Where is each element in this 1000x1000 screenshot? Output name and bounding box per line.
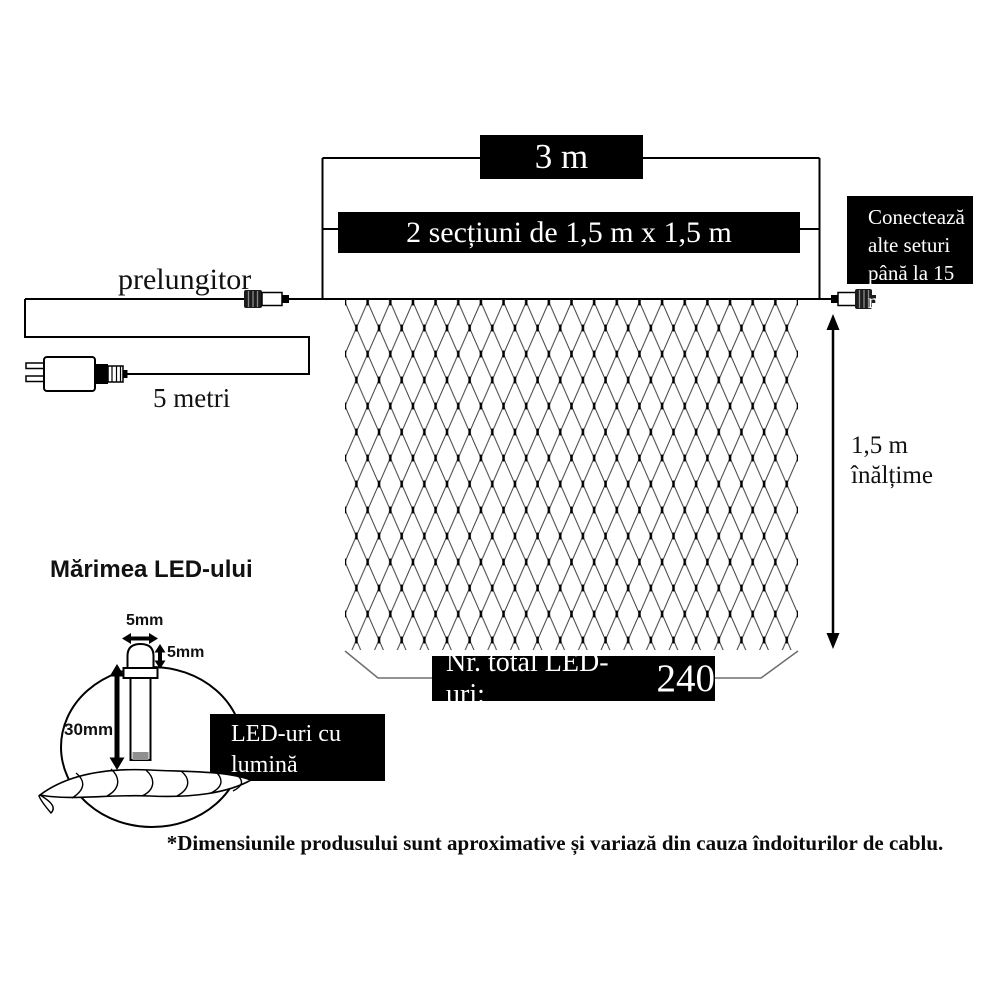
bulb-height-label: 5mm — [167, 644, 205, 661]
connect-sets-line2: alte seturi — [868, 233, 951, 257]
twisted-wire-icon — [39, 769, 251, 813]
connect-sets-line1: Conectează — [868, 205, 965, 229]
width-label: 3 m — [534, 137, 589, 176]
height-word: înălțime — [851, 462, 933, 489]
bulb-height-arrow-icon — [155, 644, 166, 669]
connect-sets-line3: până la 15 m — [868, 261, 955, 313]
led-bulb-icon — [124, 644, 158, 760]
led-brightness-line1: LED-uri cu lumină — [231, 721, 341, 778]
total-leds-value: 240 — [656, 657, 715, 700]
extension-cord-label: prelungitor — [118, 263, 252, 296]
bulb-width-arrow-icon — [122, 633, 158, 644]
cable-length-label: 5 metri — [153, 383, 231, 413]
total-leds-label: Nr. total LED-uri: — [446, 646, 609, 710]
bulb-width-label: 5mm — [126, 612, 164, 629]
footnote: *Dimensiunile produsului sunt aproximative și variază din cauza îndoiturilor de cablu. — [166, 831, 944, 855]
led-brightness-line2: puternică — [231, 783, 321, 809]
height-value: 1,5 m — [851, 432, 908, 459]
bulb-length-label: 30mm — [64, 720, 114, 739]
sections-label: 2 secțiuni de 1,5 m x 1,5 m — [406, 215, 732, 249]
bulb-length-arrow-icon — [110, 664, 125, 770]
led-size-heading: Mărimea LED-ului — [50, 556, 253, 583]
